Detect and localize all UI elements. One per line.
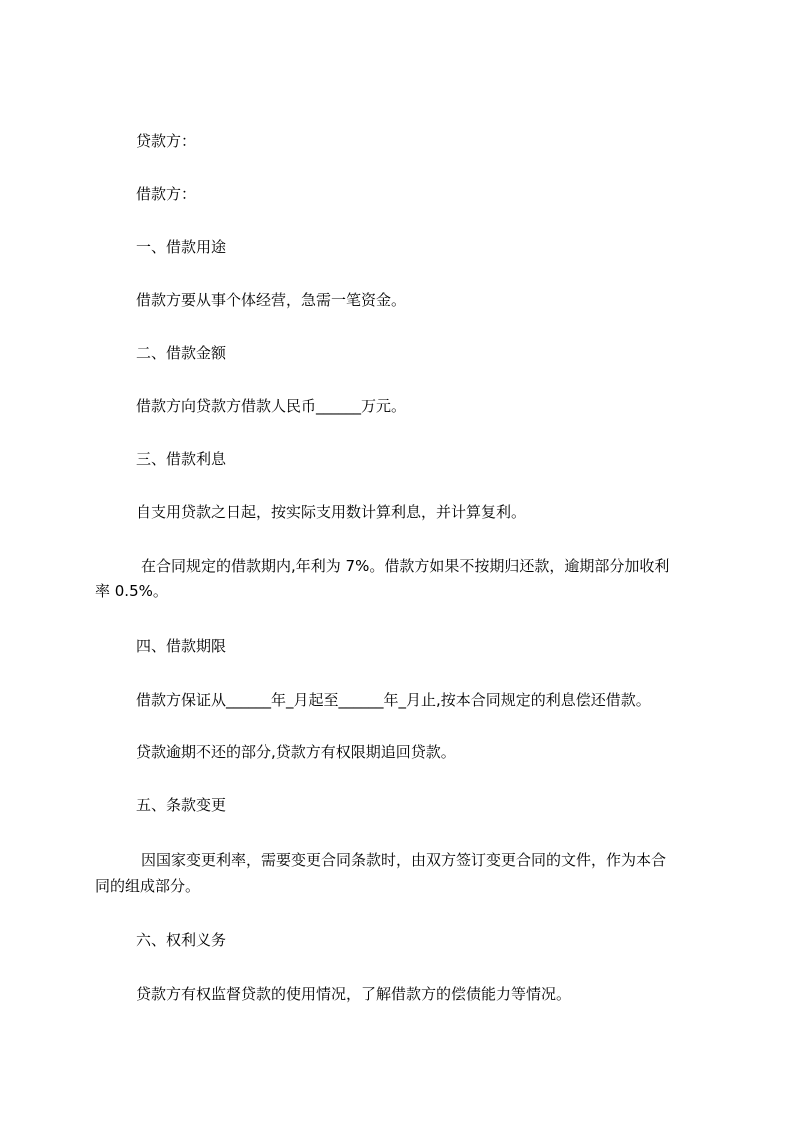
section-3-body-2-line-1: 在合同规定的借款期内,年利为 7%。借款方如果不按期归还款，逾期部分加收利 (141, 557, 670, 575)
section-6-body: 贷款方有权监督贷款的使用情况，了解借款方的偿债能力等情况。 (136, 985, 572, 1003)
section-1-heading: 一、借款用途 (136, 238, 227, 256)
section-5-body-line-1: 因国家变更利率，需要变更合同条款时，由双方签订变更合同的文件，作为本合 (141, 851, 667, 869)
section-1-body: 借款方要从事个体经营，急需一笔资金。 (136, 291, 407, 309)
section-4-heading: 四、借款期限 (136, 637, 227, 655)
section-6-heading: 六、权利义务 (136, 931, 227, 949)
section-2-body: 借款方向贷款方借款人民币______万元。 (136, 397, 407, 415)
section-2-heading: 二、借款金额 (136, 344, 227, 362)
section-4-body-2: 贷款逾期不还的部分,贷款方有权限期追回贷款。 (136, 743, 456, 761)
lender-label: 贷款方： (136, 132, 197, 150)
section-3-body-2-line-2: 率 0.5%。 (95, 582, 168, 600)
section-3-heading: 三、借款利息 (136, 450, 227, 468)
section-5-heading: 五、条款变更 (136, 796, 227, 814)
section-3-body-1: 自支用贷款之日起，按实际支用数计算利息，并计算复利。 (136, 503, 527, 521)
borrower-label: 借款方： (136, 185, 197, 203)
section-5-body-line-2: 同的组成部分。 (95, 877, 201, 895)
section-4-body-1: 借款方保证从______年_月起至______年_月止,按本合同规定的利息偿还借款。 (136, 691, 651, 709)
